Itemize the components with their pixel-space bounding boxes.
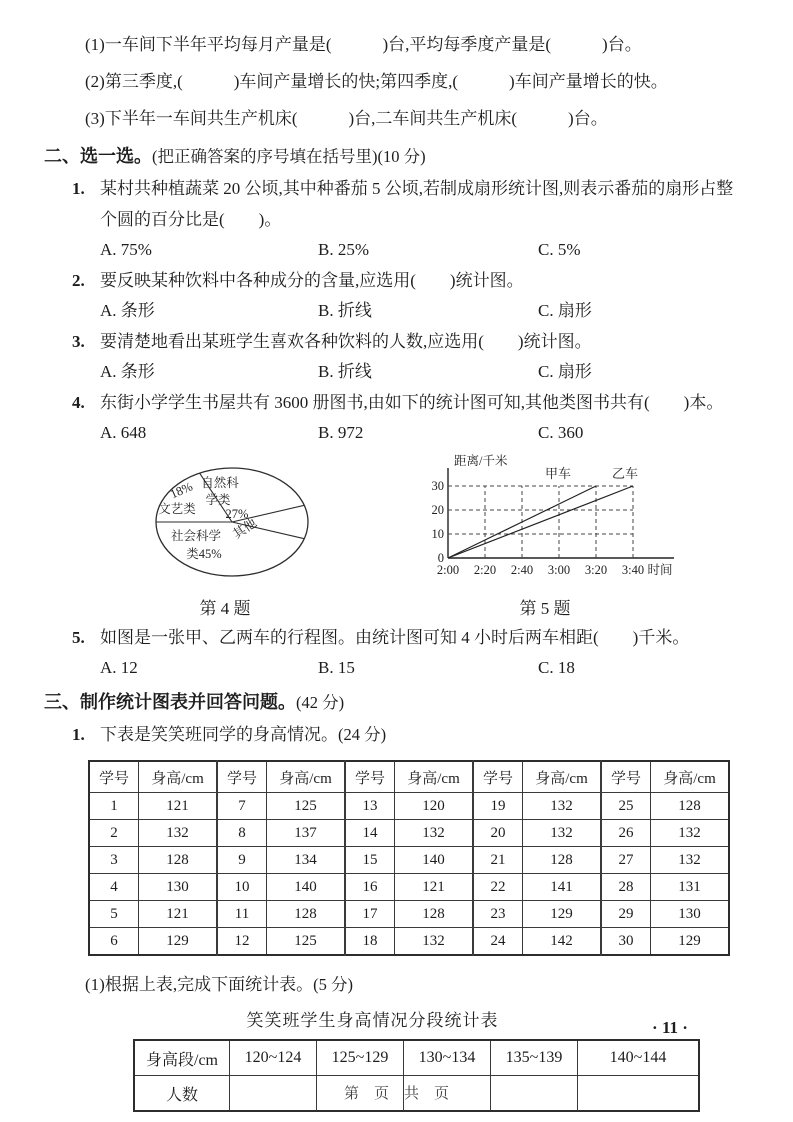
height-table-header-cell: 身高/cm [523,761,602,793]
charts-row [44,452,745,622]
question-2-text: 要反映某种饮料中各种成分的含量,应选用( )统计图。 [100,271,524,290]
page-number: · 11 · [652,1018,688,1037]
table-cell: 128 [395,901,474,928]
table-cell: 25 [601,793,651,820]
question-3-options [100,357,745,387]
height-table-header-cell: 学号 [89,761,139,793]
table-cell: 129 [523,901,602,928]
table-cell: 130~134 [404,1040,491,1076]
table-row [89,874,729,901]
table-cell: 24 [473,928,523,956]
series-label: 乙车 [611,466,639,481]
option-a: A. 条形 [100,301,155,320]
x-tick-label: 2:20 [473,563,497,577]
table-cell: 135~139 [491,1040,578,1076]
table-cell: 21 [473,847,523,874]
pie-chart-wrap [144,456,324,595]
table-cell: 121 [395,874,474,901]
question-5-number: 5. [72,628,85,647]
section-three-q1 [72,719,745,750]
line-chart [422,452,684,586]
height-table-header-cell: 学号 [473,761,523,793]
x-tick-label: 3:40 [621,563,645,577]
table-row [89,928,729,956]
section-three-points: (42 分) [296,693,345,712]
table-cell: 120 [395,793,474,820]
line-chart-wrap [422,452,684,591]
x-tick-label: 2:40 [510,563,534,577]
q1-text: 下表是笑笑班同学的身高情况。 [100,725,338,744]
pie-slice-label: 其他 [230,515,260,542]
section-two-note: (把正确答案的序号填在括号里) [152,147,378,166]
section-three-header [44,686,745,719]
pie-slice-label: 学类 [205,493,231,507]
table-cell: 132 [523,820,602,847]
option-a: A. 条形 [100,362,155,381]
fill-in-section [44,26,745,137]
q1-number: 1. [72,725,85,744]
question-5 [72,622,745,683]
fill-line-1: (1)一车间下半年平均每月产量是( )台,平均每季度产量是( )台。 [85,35,642,54]
table-cell: 19 [473,793,523,820]
table-cell: 130 [651,901,730,928]
question-4-text: 东街小学学生书屋共有 3600 册图书,由如下的统计图可知,其他类图书共有( )本。 [100,393,724,412]
line-chart-caption: 第 5 题 [519,599,571,618]
pie-slice-label: 27% [225,507,249,521]
table-row [89,793,729,820]
table-cell: 16 [345,874,395,901]
table-cell: 134 [267,847,346,874]
height-table-header-cell: 身高/cm [139,761,218,793]
question-2-number: 2. [72,271,85,290]
table-cell: 128 [651,793,730,820]
table-cell: 13 [345,793,395,820]
height-table-header-cell: 学号 [217,761,267,793]
pie-slice-label: 类45% [186,547,222,561]
series-line [448,486,633,558]
table-cell: 142 [523,928,602,956]
q1-points: (24 分) [338,725,387,744]
fill-line-3: (3)下半年一车间共生产机床( )台,二车间共生产机床( )台。 [85,109,608,128]
pie-slice-label: 社会科学 [170,529,222,543]
section-three-title: 三、制作统计图表并回答问题。 [44,692,296,712]
pie-chart [144,456,324,590]
table-cell: 6 [89,928,139,956]
question-4-number: 4. [72,393,85,412]
table-cell: 身高段/cm [134,1040,230,1076]
height-table-header-cell: 身高/cm [651,761,730,793]
table-cell: 26 [601,820,651,847]
question-1-number: 1. [72,179,85,198]
section-two-header [44,140,745,173]
option-b: B. 25% [318,240,369,259]
table-cell: 140 [267,874,346,901]
question-1 [72,173,745,265]
question-3-text: 要清楚地看出某班学生喜欢各种饮料的人数,应选用( )统计图。 [100,332,592,351]
table-cell: 11 [217,901,267,928]
y-tick-label: 0 [437,551,444,565]
option-c: C. 18 [538,658,575,677]
table-cell: 7 [217,793,267,820]
table-cell: 14 [345,820,395,847]
question-2 [72,265,745,326]
table-cell: 3 [89,847,139,874]
page-footer: 第页共页 [343,1085,464,1102]
table-cell: 20 [473,820,523,847]
x-tick-label: 2:00 [436,563,460,577]
option-b: B. 15 [318,658,355,677]
height-table-header-cell: 身高/cm [395,761,474,793]
section-two-points: (10 分) [377,147,426,166]
table-cell: 129 [139,928,218,956]
table-cell: 1 [89,793,139,820]
table-cell: 132 [139,820,218,847]
table-cell: 28 [601,874,651,901]
table-cell: 2 [89,820,139,847]
table-row [89,847,729,874]
option-c: C. 扇形 [538,362,592,381]
table-cell: 140 [395,847,474,874]
option-a: A. 12 [100,658,138,677]
pie-slice-label: 自然科 [201,476,239,490]
y-tick-label: 10 [431,527,444,541]
pie-slice-label: 18% [168,479,195,502]
table-cell: 132 [651,847,730,874]
question-5-options [100,653,745,683]
table-cell: 129 [651,928,730,956]
option-a: A. 648 [100,423,147,442]
segment-table-title: 笑笑班学生身高情况分段统计表 [246,1011,499,1030]
table-cell: 18 [345,928,395,956]
question-1-text: 某村共种植蔬菜 20 公顷,其中种番茄 5 公顷,若制成扇形统计图,则表示番茄的扇形占整个圆的百分比是( )。 [100,179,734,229]
table-cell: 125 [267,928,346,956]
table-row [89,820,729,847]
sub-question-1 [85,970,745,1000]
sub1-points: (5 分) [313,975,353,994]
height-table-header-row [89,761,729,793]
table-cell: 121 [139,901,218,928]
table-cell: 128 [139,847,218,874]
table-cell: 125 [267,793,346,820]
option-a: A. 75% [100,240,152,259]
table-cell: 27 [601,847,651,874]
question-1-options [100,235,745,265]
question-5-text: 如图是一张甲、乙两车的行程图。由统计图可知 4 小时后两车相距( )千米。 [100,628,690,647]
table-cell: 29 [601,901,651,928]
table-cell: 132 [395,820,474,847]
table-cell: 10 [217,874,267,901]
question-3-number: 3. [72,332,85,351]
table-cell: 132 [651,820,730,847]
pie-slice-label: 文艺类 [158,502,196,516]
height-table-header-cell: 学号 [601,761,651,793]
table-cell: 22 [473,874,523,901]
table-cell: 128 [523,847,602,874]
table-cell: 30 [601,928,651,956]
table-cell: 23 [473,901,523,928]
table-cell: 125~129 [317,1040,404,1076]
table-cell: 130 [139,874,218,901]
table-cell: 120~124 [230,1040,317,1076]
table-cell: 132 [395,928,474,956]
table-cell: 12 [217,928,267,956]
table-cell: 141 [523,874,602,901]
table-cell: 17 [345,901,395,928]
table-row [89,901,729,928]
x-tick-label: 3:00 [547,563,571,577]
option-b: B. 折线 [318,301,372,320]
table-cell: 121 [139,793,218,820]
sub1-text: (1)根据上表,完成下面统计表。 [85,975,314,994]
question-3 [72,326,745,387]
question-4-options [100,418,745,448]
table-cell: 128 [267,901,346,928]
table-cell: 132 [523,793,602,820]
y-tick-label: 20 [431,503,444,517]
option-b: B. 折线 [318,362,372,381]
table-cell: 15 [345,847,395,874]
question-4 [72,387,745,448]
table-cell: 8 [217,820,267,847]
option-b: B. 972 [318,423,364,442]
option-c: C. 5% [538,240,581,259]
height-table-header-cell: 身高/cm [267,761,346,793]
table-cell: 137 [267,820,346,847]
y-axis-label: 距离/千米 [454,454,508,468]
section-two-title: 二、选一选。 [44,146,152,166]
table-cell: 4 [89,874,139,901]
x-axis-label: 时间 [647,563,673,577]
x-tick-label: 3:20 [584,563,608,577]
table-row [134,1040,699,1076]
table-cell: 140~144 [578,1040,700,1076]
option-c: C. 扇形 [538,301,592,320]
pie-chart-caption: 第 4 题 [199,599,251,618]
table-cell: 人数 [134,1076,230,1112]
height-table [88,760,730,956]
y-tick-label: 30 [431,479,444,493]
question-2-options [100,296,745,326]
table-cell: 5 [89,901,139,928]
table-cell: 9 [217,847,267,874]
table-cell: 131 [651,874,730,901]
option-c: C. 360 [538,423,584,442]
height-table-header-cell: 学号 [345,761,395,793]
fill-line-2: (2)第三季度,( )车间产量增长的快;第四季度,( )车间产量增长的快。 [85,72,668,91]
series-label: 甲车 [544,466,572,481]
